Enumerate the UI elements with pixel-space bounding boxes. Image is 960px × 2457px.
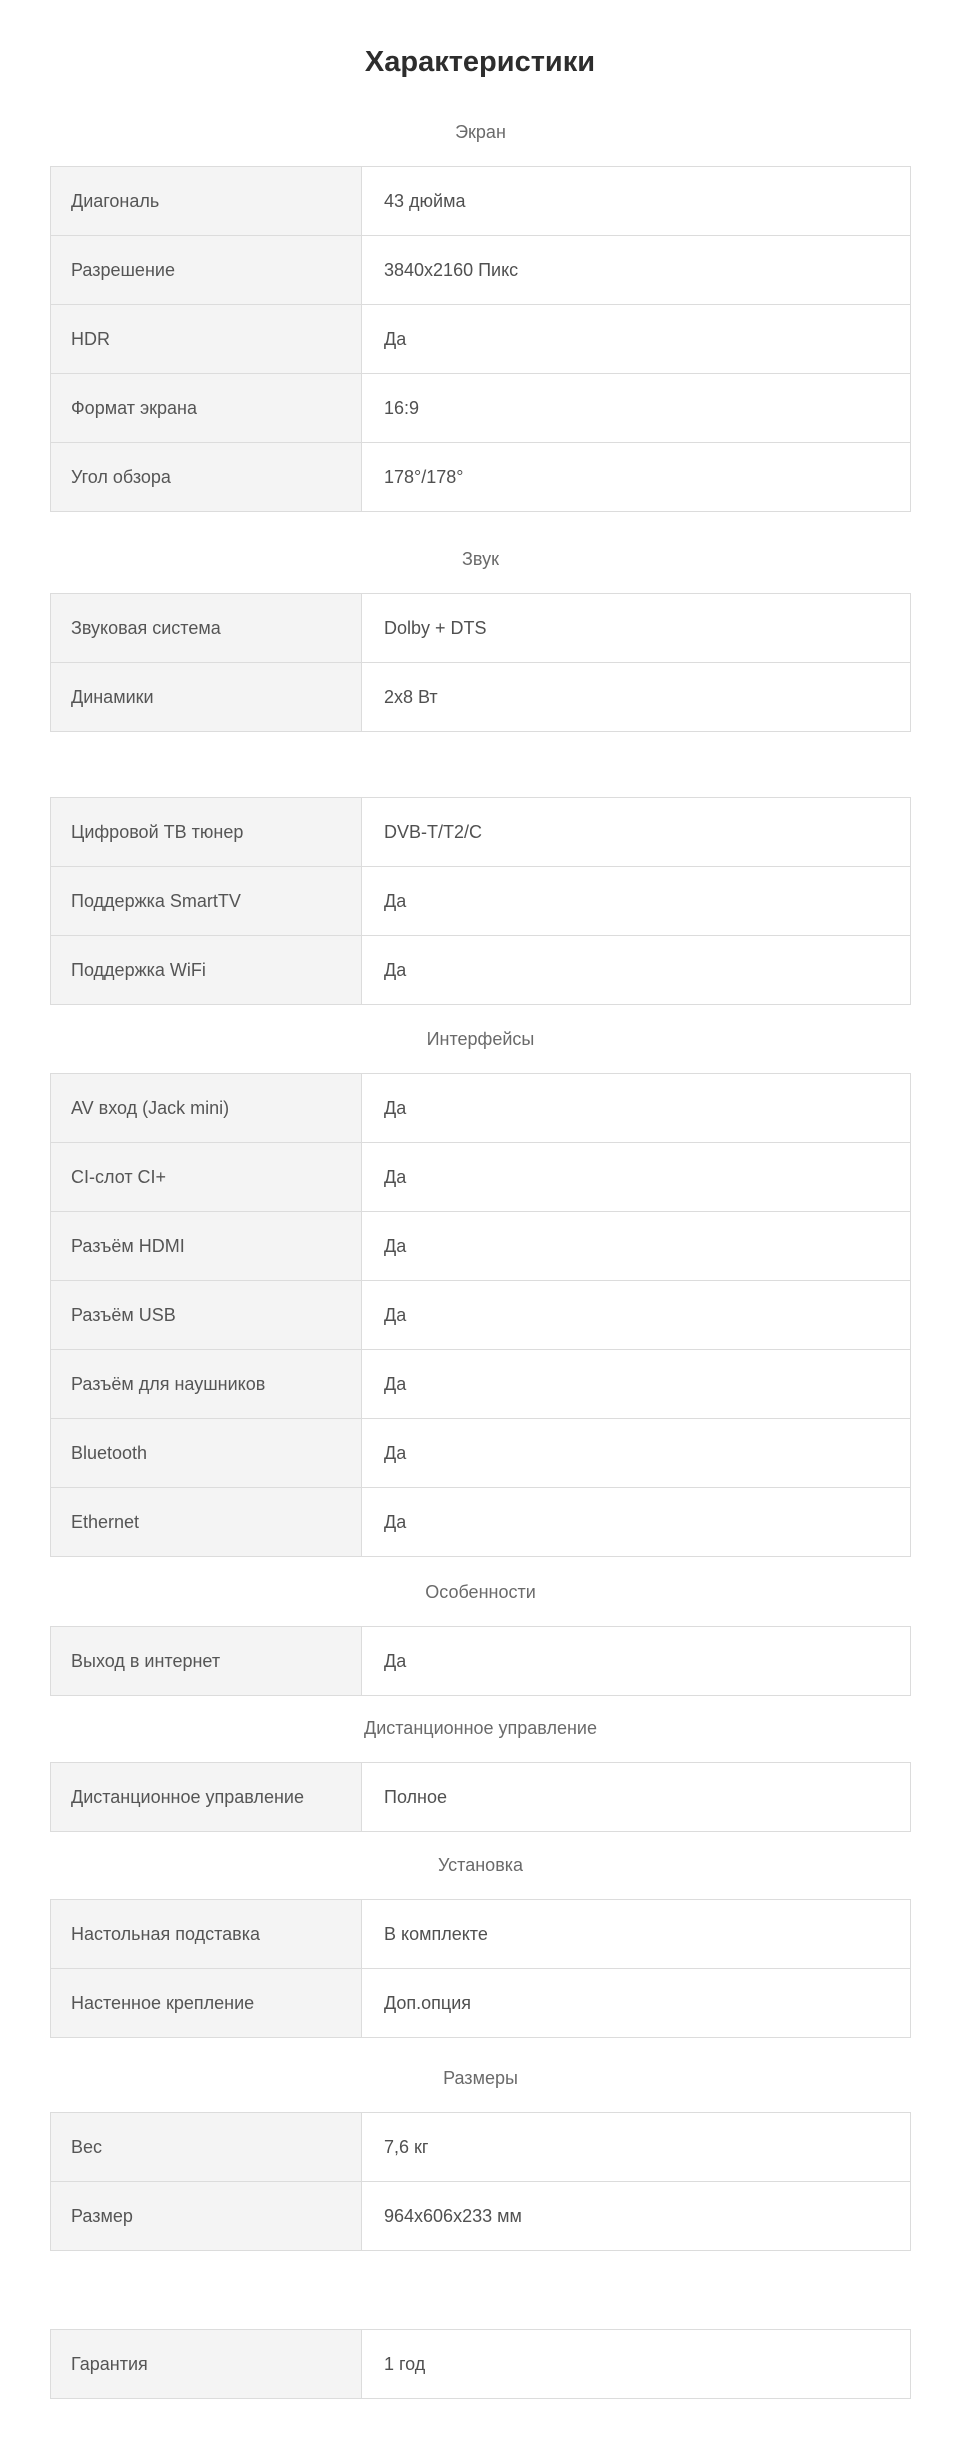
section-heading: Звук — [462, 549, 499, 569]
section-heading: Особенности — [425, 1582, 536, 1602]
table-row — [51, 1969, 911, 2038]
spec-label: Звуковая система — [51, 594, 362, 663]
spec-section-remote — [50, 1716, 911, 1832]
spec-table — [50, 593, 911, 732]
spec-value: Полное — [362, 1763, 911, 1832]
spec-value: 16:9 — [362, 374, 911, 443]
spec-value: Да — [362, 1143, 911, 1212]
spec-value: Да — [362, 1627, 911, 1696]
table-row — [51, 167, 911, 236]
spec-table — [50, 797, 911, 1005]
table-row — [51, 798, 911, 867]
spec-label: Поддержка SmartTV — [51, 867, 362, 936]
spec-label: Дистанционное управление — [51, 1763, 362, 1832]
spec-table — [50, 2112, 911, 2251]
spec-value: 1 год — [362, 2330, 911, 2399]
spec-label: Вес — [51, 2113, 362, 2182]
spec-label: CI-слот CI+ — [51, 1143, 362, 1212]
spec-label: Угол обзора — [51, 443, 362, 512]
spec-value: Dolby + DTS — [362, 594, 911, 663]
table-row — [51, 594, 911, 663]
table-row — [51, 2113, 911, 2182]
table-row — [51, 374, 911, 443]
spec-value: 7,6 кг — [362, 2113, 911, 2182]
table-row — [51, 305, 911, 374]
table-row — [51, 1488, 911, 1557]
table-row — [51, 1763, 911, 1832]
spec-label: Выход в интернет — [51, 1627, 362, 1696]
table-row — [51, 1419, 911, 1488]
table-row — [51, 1212, 911, 1281]
spec-label: Цифровой ТВ тюнер — [51, 798, 362, 867]
spec-value: В комплекте — [362, 1900, 911, 1969]
spec-label: Разъём USB — [51, 1281, 362, 1350]
spec-value: 2x8 Вт — [362, 663, 911, 732]
table-row — [51, 1627, 911, 1696]
table-row — [51, 867, 911, 936]
table-row — [51, 2182, 911, 2251]
spec-label: Bluetooth — [51, 1419, 362, 1488]
section-heading: Интерфейсы — [426, 1029, 535, 1049]
spec-value: 964x606x233 мм — [362, 2182, 911, 2251]
table-row — [51, 2330, 911, 2399]
section-heading: Экран — [455, 122, 506, 142]
spec-label: Настенное крепление — [51, 1969, 362, 2038]
table-row — [51, 1281, 911, 1350]
spec-label: Ethernet — [51, 1488, 362, 1557]
spec-label: AV вход (Jack mini) — [51, 1074, 362, 1143]
table-row — [51, 1900, 911, 1969]
spec-label: Разрешение — [51, 236, 362, 305]
spec-table — [50, 1626, 911, 1696]
spec-section-installation — [50, 1853, 911, 2038]
spec-value: Да — [362, 867, 911, 936]
section-heading: Размеры — [443, 2068, 518, 2088]
spec-section-screen — [50, 120, 911, 512]
page-title: Характеристики — [364, 46, 596, 78]
spec-value: Да — [362, 1281, 911, 1350]
spec-value: Да — [362, 1350, 911, 1419]
spec-label: Разъём для наушников — [51, 1350, 362, 1419]
spec-section-tv — [50, 751, 911, 1005]
spec-label: Гарантия — [51, 2330, 362, 2399]
spec-value: Да — [362, 1074, 911, 1143]
section-heading — [50, 2283, 911, 2307]
spec-table — [50, 166, 911, 512]
spec-value: Да — [362, 1212, 911, 1281]
spec-table — [50, 1762, 911, 1832]
spec-label: Формат экрана — [51, 374, 362, 443]
section-heading: Дистанционное управление — [364, 1718, 597, 1738]
spec-value: Да — [362, 305, 911, 374]
table-row — [51, 1074, 911, 1143]
table-row — [51, 936, 911, 1005]
spec-section-sound — [50, 547, 911, 732]
spec-label: Поддержка WiFi — [51, 936, 362, 1005]
spec-label: Настольная подставка — [51, 1900, 362, 1969]
spec-label: Динамики — [51, 663, 362, 732]
section-heading: Установка — [437, 1855, 524, 1875]
table-row — [51, 236, 911, 305]
spec-label: Разъём HDMI — [51, 1212, 362, 1281]
spec-value: Да — [362, 1419, 911, 1488]
spec-value: 3840x2160 Пикс — [362, 236, 911, 305]
spec-section-dimensions — [50, 2066, 911, 2251]
spec-table — [50, 2329, 911, 2399]
spec-label: Диагональ — [51, 167, 362, 236]
spec-label: HDR — [51, 305, 362, 374]
table-row — [51, 663, 911, 732]
spec-section-features — [50, 1580, 911, 1696]
spec-section-interfaces — [50, 1027, 911, 1557]
section-heading — [50, 751, 911, 775]
spec-label: Размер — [51, 2182, 362, 2251]
spec-value: Да — [362, 1488, 911, 1557]
spec-value: 43 дюйма — [362, 167, 911, 236]
spec-value: DVB-T/T2/C — [362, 798, 911, 867]
spec-value: 178°/178° — [362, 443, 911, 512]
table-row — [51, 1143, 911, 1212]
spec-table — [50, 1073, 911, 1557]
spec-section-warranty — [50, 2283, 911, 2399]
table-row — [51, 443, 911, 512]
table-row — [51, 1350, 911, 1419]
spec-table — [50, 1899, 911, 2038]
spec-value: Доп.опция — [362, 1969, 911, 2038]
spec-value: Да — [362, 936, 911, 1005]
